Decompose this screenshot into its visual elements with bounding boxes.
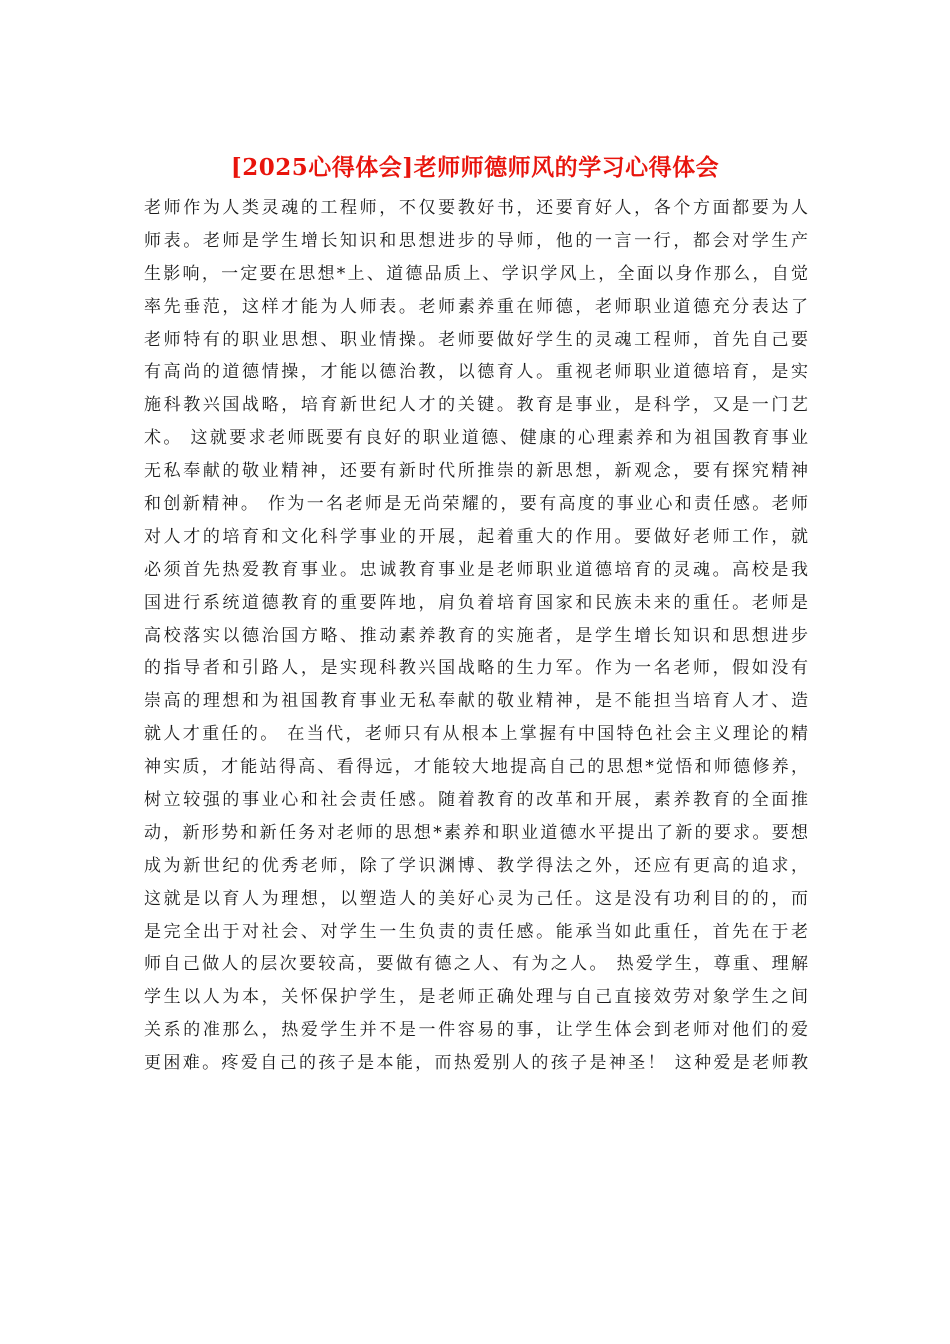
body-line: 树立较强的事业心和社会责任感。随着教育的改革和开展，素养教育的全面推 [144, 790, 808, 811]
body-line: 对人才的培育和文化科学事业的开展，起着重大的作用。要做好老师工作，就 [144, 526, 808, 547]
body-line: 崇高的理想和为祖国教育事业无私奉献的敬业精神，是不能担当培育人才、造 [144, 691, 808, 712]
body-line: 老师特有的职业思想、职业情操。老师要做好学生的灵魂工程师，首先自己要 [144, 329, 808, 350]
body-line: 和创新精神。 作为一名老师是无尚荣耀的，要有高度的事业心和责任感。老师 [144, 494, 808, 515]
body-line: 的指导者和引路人，是实现科教兴国战略的生力军。作为一名老师，假如没有 [144, 658, 808, 679]
body-line: 施科教兴国战略，培育新世纪人才的关键。教育是事业，是科学，又是一门艺 [144, 395, 808, 416]
body-line: 老师作为人类灵魂的工程师，不仅要教好书，还要育好人，各个方面都要为人 [144, 198, 808, 218]
body-line: 师表。老师是学生增长知识和思想进步的导师，他的一言一行，都会对学生产 [144, 230, 808, 251]
body-line: 师自己做人的层次要较高，要做有德之人、有为之人。 热爱学生，尊重、理解 [144, 954, 808, 975]
body-line: 就人才重任的。 在当代，老师只有从根本上掌握有中国特色社会主义理论的精 [144, 724, 808, 745]
document-body [144, 192, 808, 1080]
body-line: 神实质，才能站得高、看得远，才能较大地提高自己的思想*觉悟和师德修养， [144, 757, 808, 778]
body-line: 高校落实以德治国方略、推动素养教育的实施者，是学生增长知识和思想进步 [144, 625, 808, 646]
body-line: 率先垂范，这样才能为人师表。老师素养重在师德，老师职业道德充分表达了 [144, 296, 808, 317]
document-title: [2025心得体会]老师师德师风的学习心得体会 [230, 154, 720, 181]
body-line: 有高尚的道德情操，才能以德治教，以德育人。重视老师职业道德培育，是实 [144, 362, 808, 383]
body-line: 国进行系统道德教育的重要阵地，肩负着培育国家和民族未来的重任。老师是 [144, 592, 808, 613]
body-line: 这就是以育人为理想，以塑造人的美好心灵为己任。这是没有功利目的的，而 [144, 888, 808, 909]
body-line: 成为新世纪的优秀老师，除了学识渊博、教学得法之外，还应有更高的追求， [144, 855, 808, 876]
body-line: 生影响，一定要在思想*上、道德品质上、学识学风上，全面以身作那么，自觉 [144, 263, 808, 284]
body-line: 无私奉献的敬业精神，还要有新时代所推崇的新思想，新观念，要有探究精神 [144, 461, 808, 482]
body-line: 必须首先热爱教育事业。忠诚教育事业是老师职业道德培育的灵魂。高校是我 [144, 559, 808, 580]
body-line: 关系的准那么，热爱学生并不是一件容易的事，让学生体会到老师对他们的爱 [144, 1020, 808, 1041]
body-line: 学生以人为本，关怀保护学生，是老师正确处理与自己直接效劳对象学生之间 [144, 987, 808, 1008]
body-line: 术。 这就要求老师既要有良好的职业道德、健康的心理素养和为祖国教育事业 [144, 428, 808, 449]
body-line: 是完全出于对社会、对学生一生负责的责任感。能承当如此重任，首先在于老 [144, 921, 808, 942]
body-line: 动，新形势和新任务对老师的思想*素养和职业道德水平提出了新的要求。要想 [144, 822, 808, 843]
body-line: 更困难。疼爱自己的孩子是本能，而热爱别人的孩子是神圣！ 这种爱是老师教 [144, 1053, 808, 1074]
